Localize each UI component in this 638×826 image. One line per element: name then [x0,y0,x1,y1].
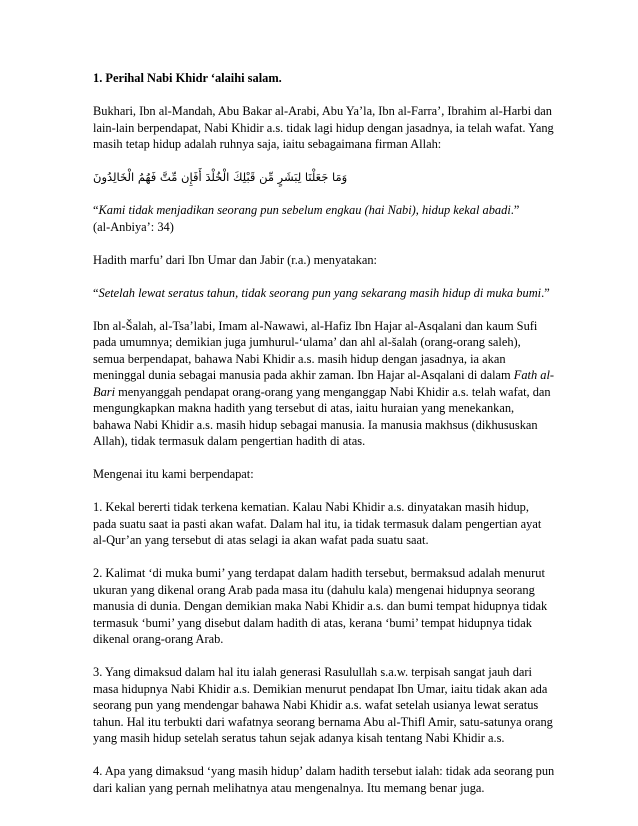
quote-hadith-block [93,285,555,302]
quote-close-mark: .” [510,203,520,217]
quote-close-mark: .” [541,285,550,300]
paragraph-scholars-part-b: menyanggah pendapat orang-orang yang menganggap Nabi Khidir a.s. telah wafat, dan mengungkapkan makna hadith yang tersebut di atas, iaitu huraian yang menekankan, bahawa Nabi Khidir a.s. masih hidup sebagai manusia. Ia manusia makhsus (dikhususkan Allah), tidak termasuk dalam pengertian hadith di atas. [93,384,551,448]
quote-hadith: Setelah lewat seratus tahun, tidak seorang pun yang sekarang masih hidup di muka bumi [98,285,542,300]
paragraph-intro: Bukhari, Ibn al-Mandah, Abu Bakar al-Arabi, Abu Ya’la, Ibn al-Farra’, Ibrahim al-Harbi dan lain-lain berpendapat, Nabi Khidir a.s. tidak lagi hidup dengan jasadnya, ia telah wafat. Yang masih tetap hidup adalah ruhnya saja, iaitu sebagaimana firman Allah: [93,104,554,151]
list-item-3: 3. Yang dimaksud dalam hal itu ialah generasi Rasulullah s.a.w. terpisah sangat jauh dari masa hidupnya Nabi Khidir a.s. Demikian menurut pendapat Ibn Umar, iaitu tidak akan ada seorang pun yang mendengar bahawa Nabi Khidir a.s. wafat setelah usianya lewat seratus tahun. Hal itu terbukti dari wafatnya seorang bernama Abu al-Thifl Amir, satu-satunya orang yang masih hidup setelah seratus tahun sejak adanya kisah tentang Nabi Khidir a.s. [93,665,553,745]
quote-verse: Kami tidak menjadikan seorang pun sebelum engkau (hai Nabi), hidup kekal abadi [98,203,511,217]
list-item-4: 4. Apa yang dimaksud ‘yang masih hidup’ dalam hadith tersebut ialah: tidak ada seorang pun dari kalian yang pernah melihatnya atau mengenalnya. Itu memang benar juga. [93,764,555,795]
list-item-1: 1. Kekal bererti tidak terkena kematian. Kalau Nabi Khidir a.s. dinyatakan masih hidup, pada suatu saat ia pasti akan wafat. Dalam hal itu, ia tidak termasuk dalam pengertian ayat al-Qur’an yang tersebut di atas selagi ia akan wafat pada suatu saat. [93,500,542,547]
verse-reference: (al-Anbiya’: 34) [93,219,174,234]
quote-open-mark: “ [93,203,99,217]
section-title: 1. Perihal Nabi Khidr ‘alaihi salam. [93,71,282,85]
arabic-verse: وَمَا جَعَلْنَا لِبَشَرٍ مِّن قَبْلِكَ الْخُلْدَ أَفَإِن مِّتَّ فَهُمُ الْخَالِدُونَ [93,170,348,184]
book-title: Fath al-Bari [93,368,555,399]
quote-verse-block [93,202,555,235]
paragraph-opinion: Mengenai itu kami berpendapat: [93,467,254,481]
paragraph-scholars [93,318,555,450]
quote-open-mark: “ [93,285,99,300]
paragraph-scholars-part-a: Ibn al-Šalah, al-Tsa’labi, Imam al-Nawawi, al-Hafiz Ibn Hajar al-Asqalani dan kaum Sufi pada umumnya; demikian juga jumhurul-‘ulama’ dan ahl al-šalah (orang-orang saleh), semua berpendapat, bahawa Nabi Khidir a.s. masih hidup dengan jasadnya, ia akan meninggal dunia sebagai manusia pada akhir zaman. Ibn Hajar al-Asqalani di dalam [93,318,538,382]
list-item-2: 2. Kalimat ‘di muka bumi’ yang terdapat dalam hadith tersebut, bermaksud adalah menurut ukuran yang dikenal orang Arab pada masa itu (dahulu kala) mengenai hidupnya seorang manusia di dunia. Dengan demikian maka Nabi Khidir a.s. dan bumi tempat hidupnya tidak termasuk ‘bumi’ yang disebut dalam hadith di atas, kerana ‘bumi’ tempat hidupnya tidak dikenal orang-orang Arab. [93,566,548,646]
document-page [93,70,555,813]
paragraph-hadith: Hadith marfu’ dari Ibn Umar dan Jabir (r.a.) menyatakan: [93,252,377,267]
